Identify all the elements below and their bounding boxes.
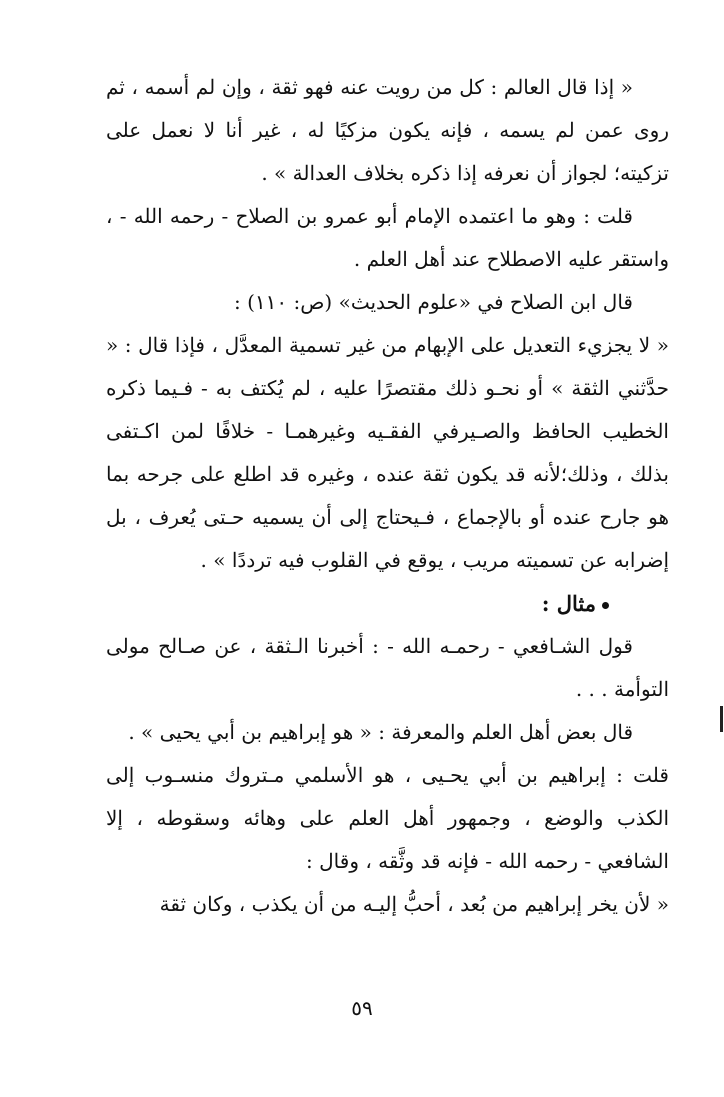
page-number: ٥٩ bbox=[351, 996, 373, 1020]
paragraph-scholars-opinion: قال بعض أهل العلم والمعرفة : « هو إبراهيم بن أبي يحيى » . bbox=[128, 720, 633, 744]
bullet-icon bbox=[602, 602, 609, 609]
example-heading bbox=[106, 582, 609, 625]
scan-edge-mark bbox=[720, 706, 723, 732]
body-text bbox=[106, 66, 669, 926]
paragraph-quote-1: « إذا قال العالم : كل من رويت عنه فهو ثقة ، وإن لم أسمه ، ثم روى عمن لم يسمه ، فإنه يكون مزكيًا له ، غير أنا لا نعمل على تزكيته؛ لجواز أن نعرفه إذا ذكره بخلاف العدالة » . bbox=[106, 75, 669, 185]
paragraph-ibrahim-note: قلت : إبراهيم بن أبي يحـيى ، هو الأسلمي مـتروك منسـوب إلى الكذب والوضع ، وجمهور أهل العلم على وهائه وسقوطه ، إلا الشافعي - رحمه الله - فإنه قد وثَّقه ، وقال : bbox=[106, 763, 669, 873]
paragraph-ibn-salah-note: قلت : وهو ما اعتمده الإمام أبو عمرو بن الصلاح - رحمه الله - ، واستقر عليه الاصطلاح عند أهل العلم . bbox=[106, 204, 669, 271]
paragraph-ibn-salah-citation: قال ابن الصلاح في «علوم الحديث» (ص: ١١٠) : bbox=[234, 290, 633, 314]
paragraph-quote-2: « لا يجزيء التعديل على الإبهام من غير تسمية المعدَّل ، فإذا قال : « حدَّثني الثقة » أو نحـو ذلك مقتصرًا عليه ، لم يُكتف به - فـيما ذكره الخطيب الحافظ والصـيرفي الفقـيه وغيرهمـا - خلافًا لمن اكـتفى بذلك ، وذلك؛لأنه قد يكون ثقة عنده ، وغيره قد اطلع على جرحه بما هو جارح عنده أو بالإجماع ، فـيحتاج إلى أن يسميه حـتى يُعرف ، بل إضرابه عن تسميته مريب ، يوقع في القلوب فيه ترددًا » . bbox=[106, 333, 669, 572]
paragraph-quote-3: « لأن يخر إبراهيم من بُعد ، أحبُّ إليـه من أن يكذب ، وكان ثقة bbox=[159, 892, 669, 916]
example-heading-text: مثال : bbox=[541, 591, 596, 616]
paragraph-shafii-saying: قول الشـافعي - رحمـه الله - : أخبرنا الـثقة ، عن صـالح مولى التوأمة . . . bbox=[106, 634, 669, 701]
